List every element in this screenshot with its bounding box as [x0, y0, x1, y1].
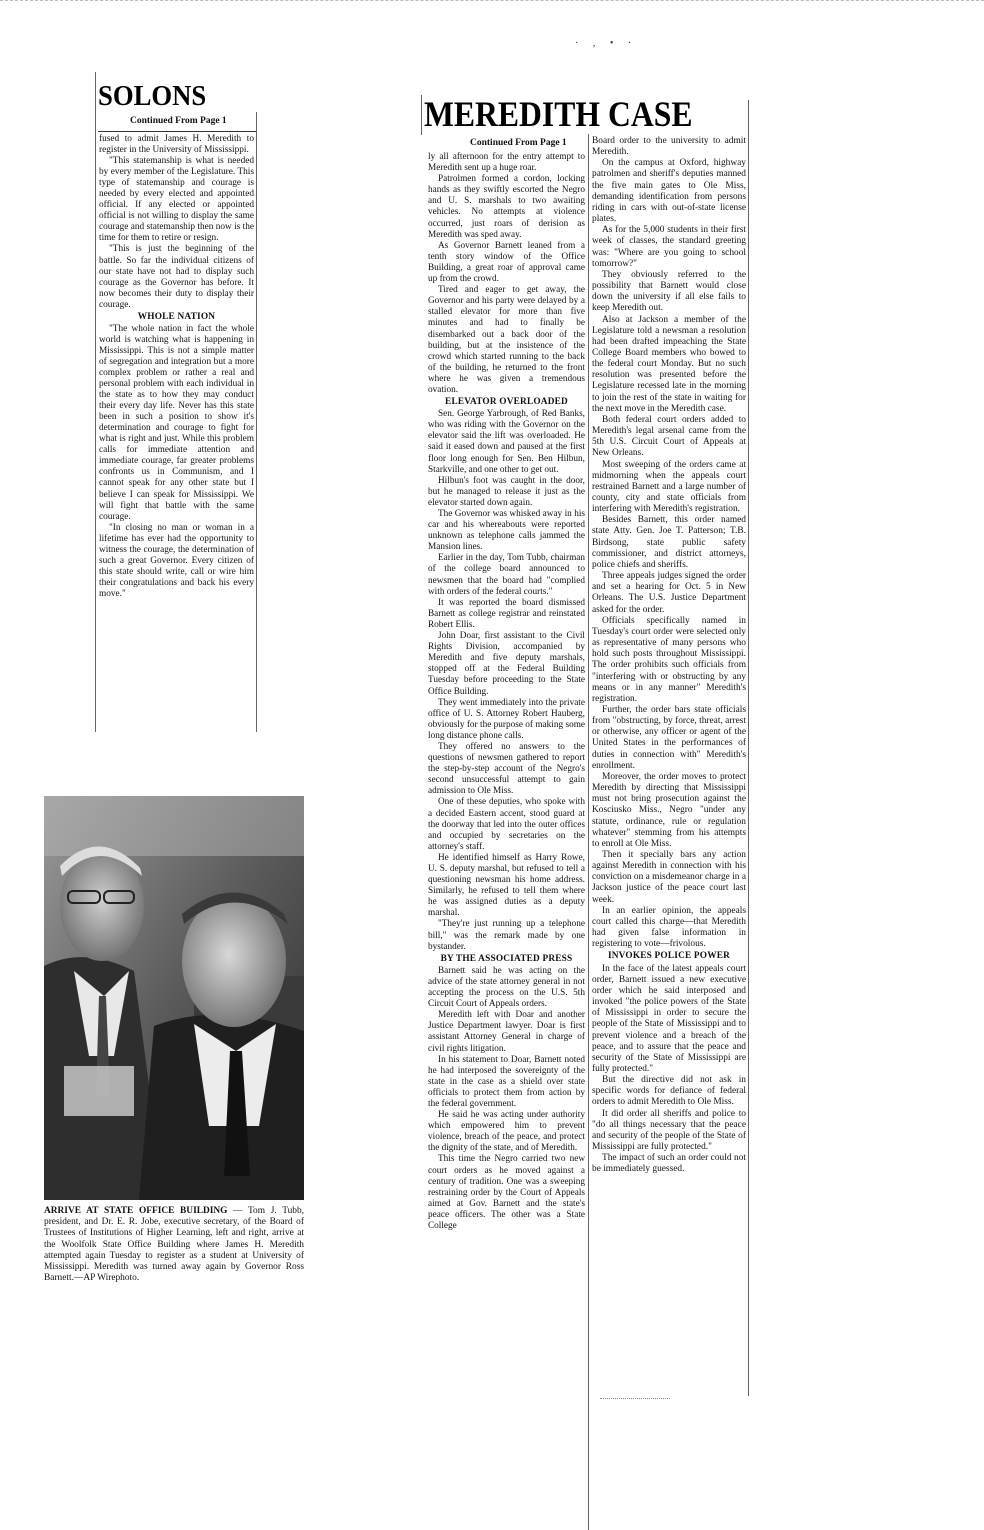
- meredith-column-2: [592, 136, 746, 1176]
- paragraph: They went immediately into the private office of U. S. Attorney Robert Hauberg, obviously for the purpose of making some long distance phone calls.: [428, 697, 585, 741]
- paragraph: He identified himself as Harry Rowe, U. S. deputy marshal, but refused to tell a questioning newsman his home address. Similarly, he refused to tell them where he was assigned duties as a deputy marshal.: [428, 852, 585, 919]
- subhead: ELEVATOR OVERLOADED: [445, 397, 568, 408]
- meredith-continued: Continued From Page 1: [470, 138, 567, 148]
- paragraph: But the directive did not ask in specific words for defiance of federal orders to admit Meredith to Ole Miss.: [592, 1075, 746, 1108]
- solons-left-rule: [95, 72, 96, 732]
- paragraph: Patrolmen formed a cordon, locking hands as they swiftly escorted the Negro and U. S. marshals to two awaiting vehicles. No attempts at violence occurred, just roars of derision as Meredith was sped away.: [428, 174, 585, 240]
- paragraph: Both federal court orders added to Meredith's legal arsenal came from the 5th U.S. Circuit Court of Appeals at New Orleans.: [592, 414, 746, 459]
- paragraph: This time the Negro carried two new court orders as he moved against a century of tradition. One was a sweeping restraining order by the Court of Appeals aimed at Gov. Barnett and the state's peace officers. The other was a State College: [428, 1154, 585, 1231]
- photo-caption: [44, 1206, 304, 1284]
- photo-two-men: [44, 796, 304, 1200]
- paragraph: "In closing no man or woman in a lifetime has ever had the opportunity to witness the courage, the determination of such a great Governor. Every citizen of this state should write, call or wire him their congratulations and back his every move.": [99, 522, 254, 599]
- paragraph: Sen. George Yarbrough, of Red Banks, who was riding with the Governor on the elevator said the lift was overloaded. He said it eased down and paused at the first floor long enough for Sen. Ben Hilbun, Starkville, and one other to get out.: [428, 409, 585, 475]
- solons-continued: Continued From Page 1: [130, 116, 227, 126]
- paragraph: They offered no answers to the questions of newsmen gathered to report the step-by-step account of the Negro's second unsuccessful attempt to gain admission to Ole Miss.: [428, 741, 585, 797]
- paragraph: "This statemanship is what is needed by every member of the Legislature. This type of statemanship and courage is needed by every elected and appointed official. If any elected or appointed official is not willing to display the same courage and statemanship then now is the time for them to retire or resign.: [99, 156, 254, 244]
- paragraph: He said he was acting under authority which empowered him to prevent violence, breach of the peace, and protect the dignity of the state, and of Meredith.: [428, 1110, 585, 1154]
- paragraph: Hilbun's foot was caught in the door, but he managed to release it just as the elevator started down again.: [428, 475, 585, 508]
- paragraph: Then it specially bars any action against Meredith in connection with his conviction on a misdemeanor charge in a Jackson justice of the peace court last week.: [592, 850, 746, 905]
- paragraph: Officials specifically named in Tuesday's court order were selected only as representative of many persons who hold such posts throughout Mississippi. The order prohibits such officials from "interfering with or obstructing by any means or in any manner" Meredith's registration.: [592, 615, 746, 704]
- paragraph: "They're just running up a telephone bill," was the remark made by one bystander.: [428, 919, 585, 952]
- solons-headline: SOLONS: [98, 80, 207, 112]
- meredith-end-rule: [600, 1398, 670, 1399]
- paragraph: Also at Jackson a member of the Legislature told a newsman a resolution had been drafted impeaching the State College Board members who bowed to the federal court Monday. But no such resolution was presented before the Legislature recessed late in the morning to join the rest of the state in waiting for the next move in the Meredith case.: [592, 314, 746, 414]
- paragraph: One of these deputies, who spoke with a decided Eastern accent, stood guard at the doorway that led into the outer offices and occupied by secretaries on the attorney's staff.: [428, 797, 585, 852]
- paragraph: Tired and eager to get away, the Governor and his party were delayed by a stalled elevator for more than five minutes and had to finally be disembarked out a back door of the building, but at the insistence of the crowd which started running to the back of the building, he returned to the front where he was given a tremendous ovation.: [428, 285, 585, 395]
- paragraph: Barnett said he was acting on the advice of the state attorney general in not accepting the process on the U.S. 5th Circuit Court of Appeals orders.: [428, 965, 585, 1010]
- paragraph: "This is just the beginning of the battle. So far the individual citizens of our state have not had to display such courage as the Governor has before. It now becomes their duty to display their courage.: [99, 244, 254, 310]
- paragraph: It was reported the board dismissed Barnett as college registrar and reinstated Robert Ellis.: [428, 597, 585, 630]
- caption-lead: ARRIVE AT STATE OFFICE BUILDING: [44, 1206, 228, 1216]
- subhead: BY THE ASSOCIATED PRESS: [440, 953, 573, 964]
- print-specks: · , • ·: [575, 38, 638, 49]
- paragraph: Moreover, the order moves to protect Meredith by directing that Mississippi must not bring prosecution against the Kosciusko Miss., Negro "under any statute, ordinance, rule or regulation whatever" stemming from his attempts to enroll at Ole Miss.: [592, 771, 746, 849]
- paragraph: Most sweeping of the orders came at midmorning when the appeals court restrained Barnett and a large number of county, city and state officials from interfering with Meredith's registration.: [592, 459, 746, 515]
- caption-body: — Tom J. Tubb, president, and Dr. E. R. Jobe, executive secretary, of the Board of Trustees of Institutions of Higher Learning, left and right, arrive at the Woolfolk State Office Building where James H. Meredith attempted again Tuesday to register as a student at University of Mississippi. Meredith was turned away again by Governor Ross Barnett.—AP Wirephoto.: [44, 1206, 304, 1284]
- paragraph: "The whole nation in fact the whole world is watching what is happening in Mississippi. This is not a simple matter of segregation and integration but a more complex problem or rather a real and personal problem with each individual in the state as to how they may conduct their every day life. Never has this state been in such a position to show it's determination and courage to fight for what is right and just. While this problem calls for immediate attention and immediate courage, far greater problems confronts us in Communism, and I cannot speak for any other state but I believe I can speak for Mississippi. We will fight that battle with the same courage.: [99, 323, 254, 522]
- paragraph: The impact of such an order could not be immediately guessed.: [592, 1153, 746, 1175]
- paragraph: As for the 5,000 students in their first week of classes, the standard greeting was: "Where are you going to school tomorrow?": [592, 225, 746, 269]
- paragraph: Further, the order bars state officials from "obstructing, by force, threat, arrest or otherwise, any officer or agent of the United States in the performances of duties in connection with" Meredith's enrollment.: [592, 704, 746, 771]
- paragraph: As Governor Barnett leaned from a tenth story window of the Office Building, a great roar of approval came up from the crowd.: [428, 240, 585, 285]
- paragraph: ly all afternoon for the entry attempt to Meredith sent up a huge roar.: [428, 152, 585, 174]
- paragraph: The Governor was whisked away in his car and his whereabouts were reported unknown as telephone calls jammed the Mansion lines.: [428, 509, 585, 553]
- paragraph: fused to admit James H. Meredith to register in the University of Mississippi.: [99, 134, 254, 156]
- meredith-column-divider: [588, 134, 589, 1530]
- meredith-column-1: [428, 152, 585, 1232]
- paragraph: Board order to the university to admit Meredith.: [592, 136, 746, 158]
- paragraph: They obviously referred to the possibility that Barnett would close down the university if all else fails to keep Meredith out.: [592, 269, 746, 314]
- paragraph: Three appeals judges signed the order and set a hearing for Oct. 5 in New Orleans. The U.S. Justice Department asked for the order.: [592, 571, 746, 615]
- solons-continued-rule: [98, 131, 256, 132]
- paragraph: On the campus at Oxford, highway patrolmen and sheriff's deputies manned the five main gates to Ole Miss, demanding identification from persons riding in cars with out-of-state license plates.: [592, 158, 746, 225]
- subhead: WHOLE NATION: [137, 311, 216, 322]
- paragraph: In an earlier opinion, the appeals court called this charge—that Meredith had given false information in registering to vote—frivolous.: [592, 905, 746, 950]
- paragraph: In the face of the latest appeals court order, Barnett issued a new executive order which he said interposed and invoked "the police powers of the State of Mississippi in order to secure the people of the State of Mississippi and to prevent violence and a breach of the peace, and to assure that the peace and security of the State of Mississippi are fully protected.": [592, 963, 746, 1074]
- solons-right-rule: [256, 112, 257, 732]
- page-top-border: [0, 0, 984, 5]
- subhead: INVOKES POLICE POWER: [607, 951, 731, 962]
- paragraph: Meredith left with Doar and another Justice Department lawyer. Doar is first assistant Attorney General in charge of civil rights litigation.: [428, 1010, 585, 1054]
- paragraph: John Doar, first assistant to the Civil Rights Division, accompanied by Meredith and five deputy marshals, stopped off at the Federal Building Tuesday before proceeding to the State Office Building.: [428, 631, 585, 697]
- solons-body: [99, 134, 254, 600]
- paragraph: Besides Barnett, this order named state Atty. Gen. Joe T. Patterson; T.B. Birdsong, state public safety commissioner, and district attorneys, police chiefs and sheriffs.: [592, 515, 746, 570]
- paragraph: In his statement to Doar, Barnett noted he had interposed the sovereignty of the state in the case as a shield over state officials to protect them from action by the federal government.: [428, 1054, 585, 1109]
- meredith-left-rule: [421, 95, 422, 135]
- paragraph: It did order all sheriffs and police to "do all things necessary that the peace and security of the people of the State of Mississippi are fully protected.": [592, 1108, 746, 1153]
- meredith-right-rule: [748, 100, 749, 1396]
- news-photo: [44, 796, 304, 1200]
- paragraph: Earlier in the day, Tom Tubb, chairman of the college board announced to newsmen that the board had "complied with orders of the federal courts.": [428, 553, 585, 597]
- meredith-headline: MEREDITH CASE: [424, 94, 693, 134]
